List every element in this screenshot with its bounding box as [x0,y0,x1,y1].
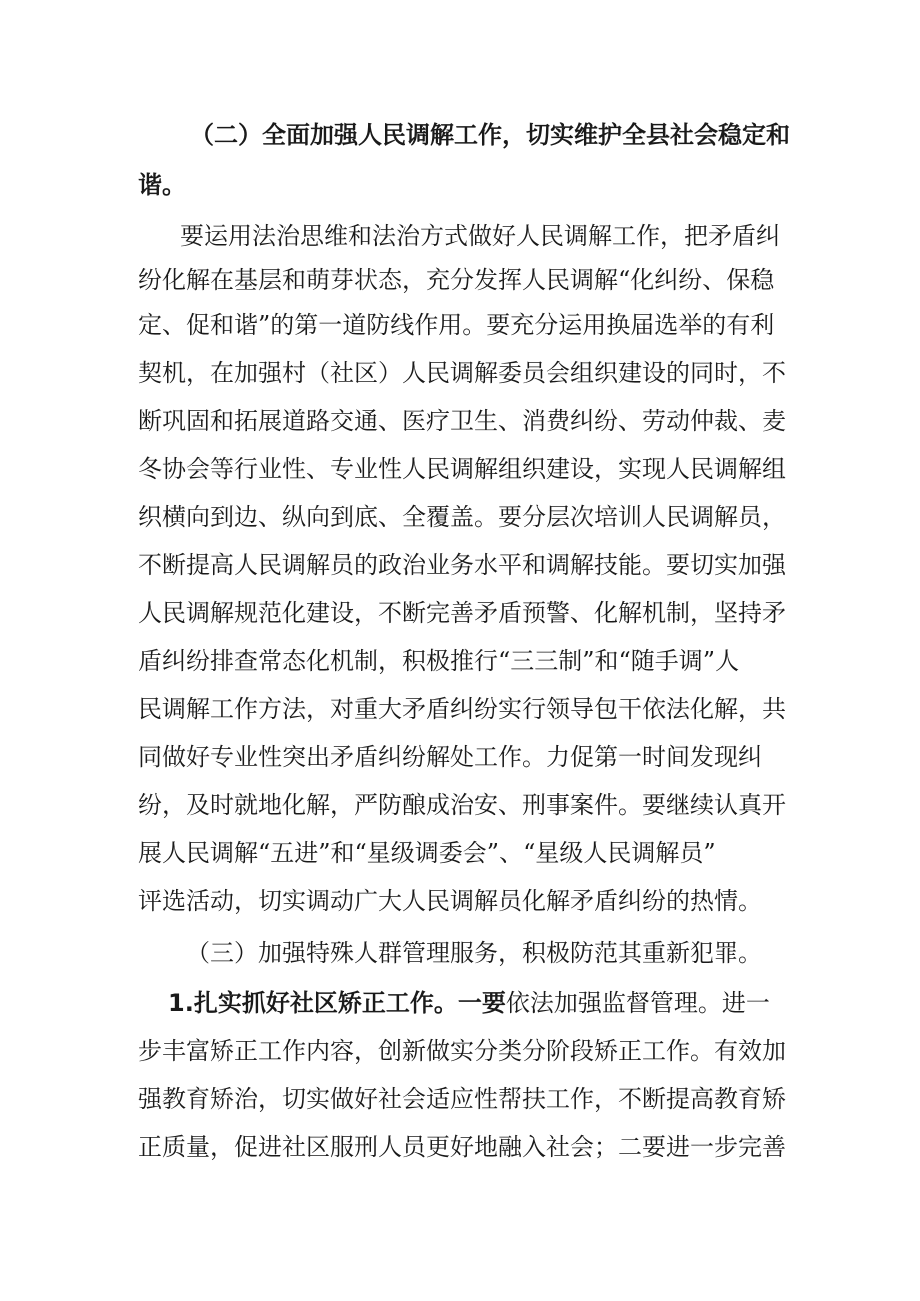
paragraph-line: 步丰富矫正工作内容，创新做实分类分阶段矫正工作。有效加 [138,1037,786,1065]
paragraph-line: 纷，及时就地化解，严防酿成治安、刑事案件。要继续认真开 [138,791,786,819]
paragraph-line: 要运用法治思维和法治方式做好人民调解工作，把矛盾纠 [180,222,780,250]
paragraph-line: 冬协会等行业性、专业性人民调解组织建设，实现人民调解组 [138,455,786,483]
paragraph-line: 同做好专业性突出矛盾纠纷解处工作。力促第一时间发现纠 [138,743,762,771]
paragraph-line: 定、促和谐”的第一道防线作用。要充分运用换届选举的有利 [138,311,775,339]
paragraph-line: 盾纠纷排查常态化机制，积极推行“三三制”和“随手调”人 [138,647,740,675]
paragraph-line: 民调解工作方法，对重大矛盾纠纷实行领导包干依法化解，共 [138,695,786,723]
section-heading-2-line-2: 谐。 [138,171,186,199]
paragraph-line: 评选活动，切实调动广大人民调解员化解矛盾纠纷的热情。 [138,887,762,915]
paragraph-line: 强教育矫治，切实做好社会适应性帮扶工作，不断提高教育矫 [138,1085,786,1113]
paragraph-line: 断巩固和拓展道路交通、医疗卫生、消费纠纷、劳动仲裁、麦 [138,407,786,435]
paragraph-line: 不断提高人民调解员的政治业务水平和调解技能。要切实加强 [138,551,786,579]
item-1-first-line-rest: 依法加强监督管理。进一 [505,989,770,1017]
paragraph-line: 纷化解在基层和萌芽状态，充分发挥人民调解“化纠纷、保稳 [138,266,775,294]
section-heading-2-line-1: （二）全面加强人民调解工作，切实维护全县社会稳定和 [190,121,790,149]
paragraph-line: 契机，在加强村（社区）人民调解委员会组织建设的同时，不 [138,359,786,387]
item-1-bold-lead: 1.扎实抓好社区矫正工作。一要 [168,989,506,1017]
paragraph-line: 织横向到边、纵向到底、全覆盖。要分层次培训人民调解员， [138,503,786,531]
paragraph-line: 展人民调解“五进”和“星级调委会”、“星级人民调解员” [138,839,716,867]
paragraph-line: 正质量，促进社区服刑人员更好地融入社会；二要进一步完善 [138,1133,786,1161]
section-heading-3: （三）加强特殊人群管理服务，积极防范其重新犯罪。 [186,939,762,967]
item-1-first-line [168,988,778,1018]
paragraph-line: 人民调解规范化建设，不断完善矛盾预警、化解机制，坚持矛 [138,599,786,627]
